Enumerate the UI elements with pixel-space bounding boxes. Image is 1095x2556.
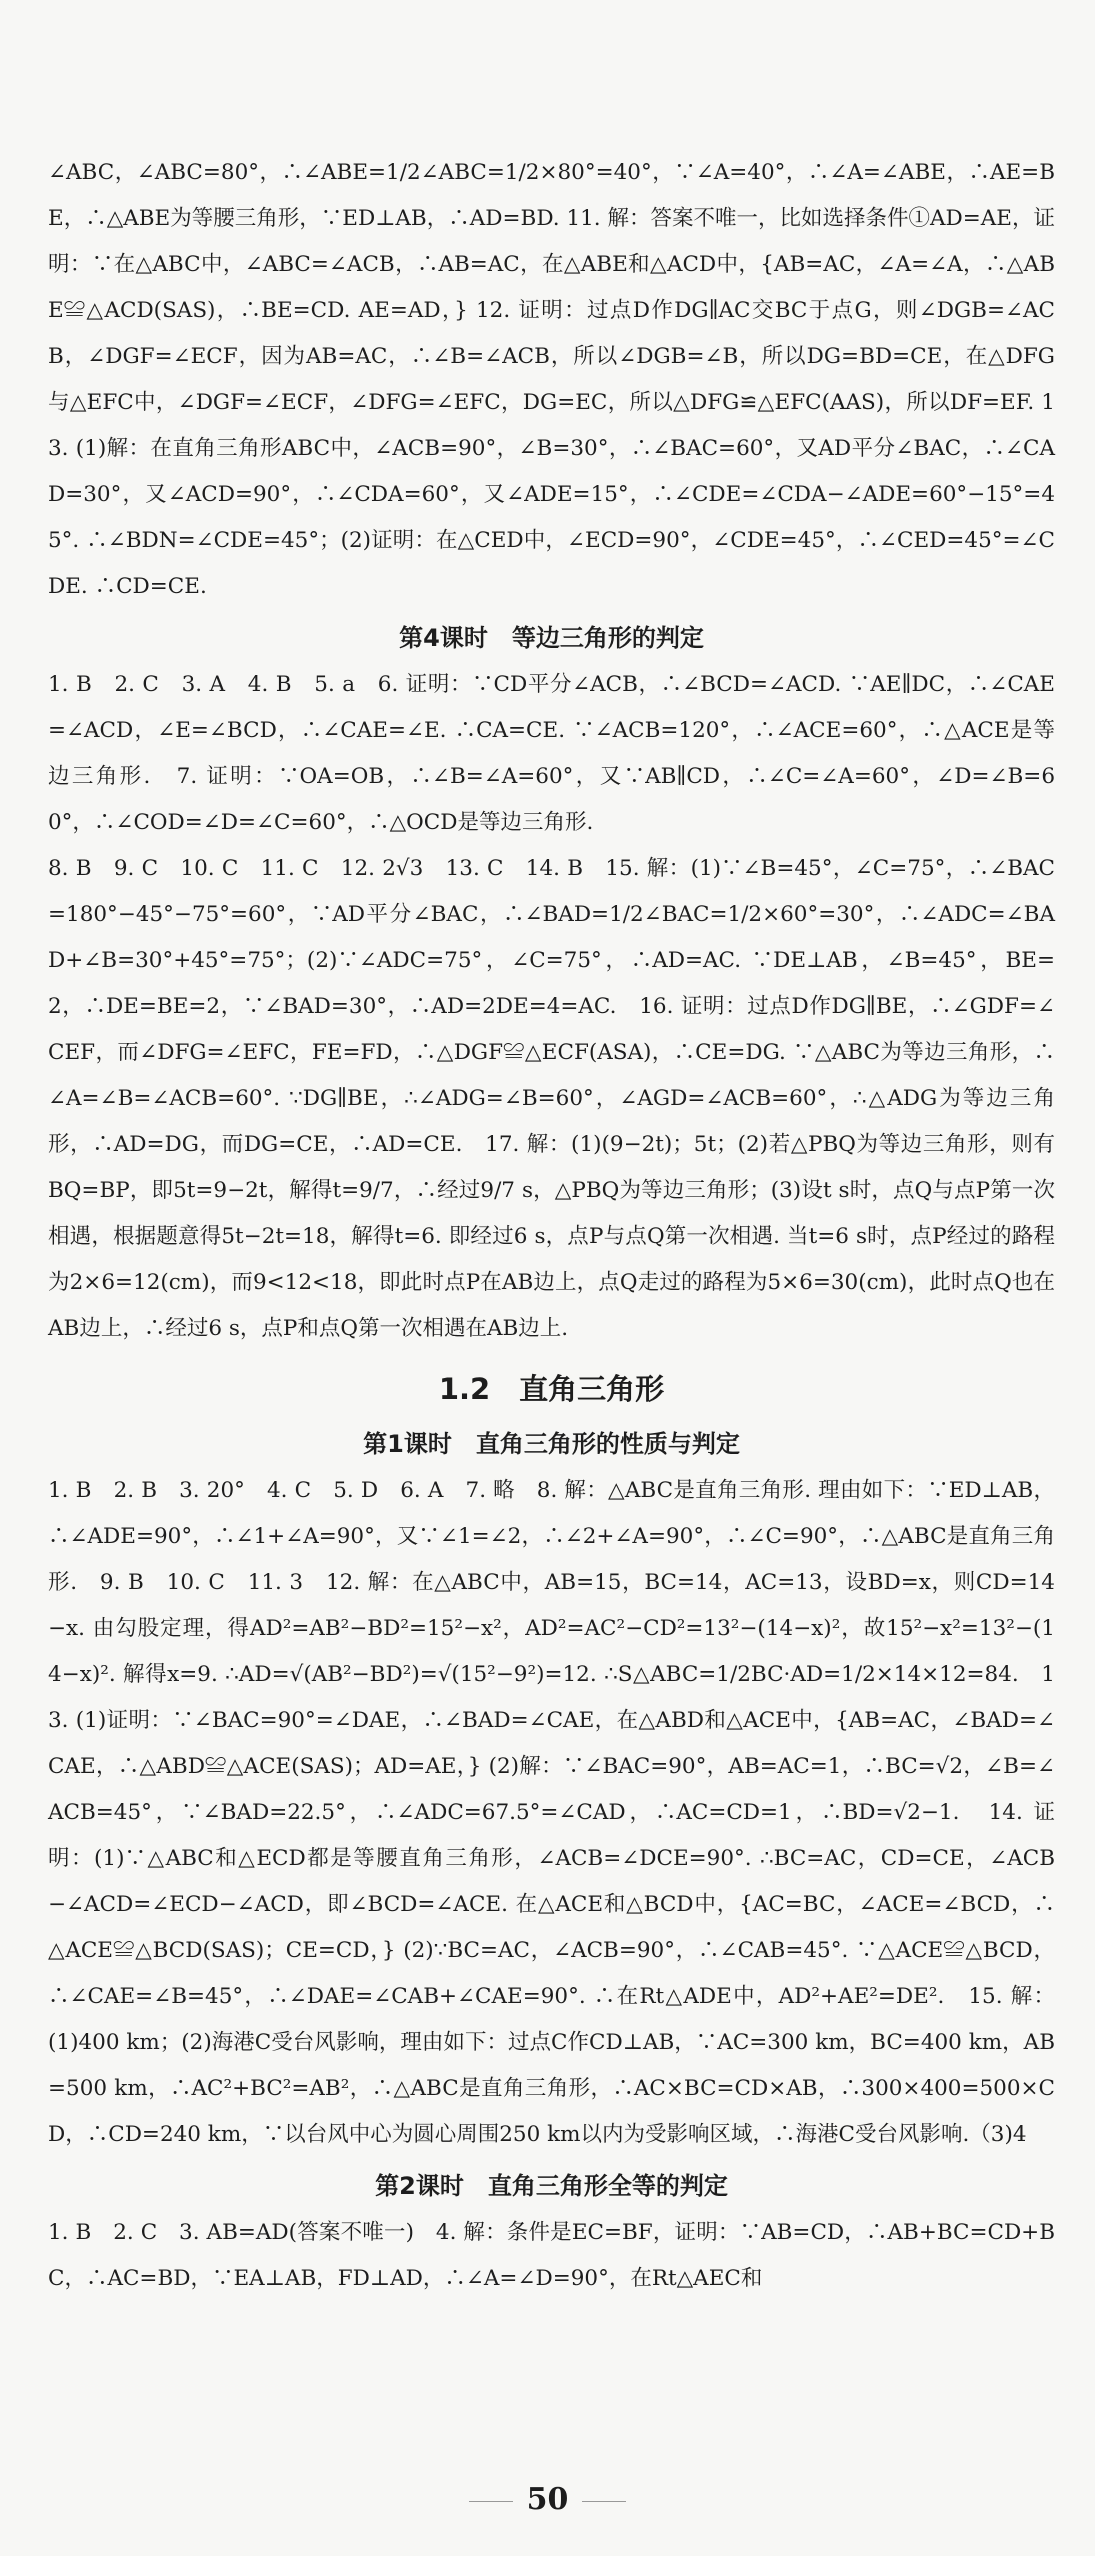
- section-title-lesson-1: 第1课时 直角三角形的性质与判定: [363, 1430, 740, 1458]
- section-title-lesson-4: 第4课时 等边三角形的判定: [399, 624, 704, 652]
- paragraph-isosceles-answers: ∠ABC，∠ABC=80°，∴∠ABE=1/2∠ABC=1/2×80°=40°，∵∠A=40°，∴∠A=∠ABE，∴AE=BE，∴△ABE为等腰三角形，∵ED⊥AB，∴AD=BD. 11. 解：答案不唯一，比如选择条件①AD=AE，证明：∵在△ABC中，∠ABC=∠ACB，∴AB=AC，在△ABE和△ACD中，{AB=AC，∠A=∠A，∴△ABE≌△ACD(SAS)，∴BE=CD. AE=AD，} 12. 证明：过点D作DG∥AC交BC于点G，则∠DGB=∠ACB，∠DGF=∠ECF，因为AB=AC，∴∠B=∠ACB，所以∠DGB=∠B，所以DG=BD=CE，在△DFG与△EFC中，∠DGF=∠ECF，∠DFG=∠EFC，DG=EC，所以△DFG≌△EFC(AAS)，所以DF=EF. 13. (1)解：在直角三角形ABC中，∠ACB=90°，∠B=30°，∴∠BAC=60°，又AD平分∠BAC，∴∠CAD=30°，又∠ACD=90°，∴∠CDA=60°，又∠ADE=15°，∴∠CDE=∠CDA−∠ADE=60°−15°=45°. ∴∠BDN=∠CDE=45°；(2)证明：在△CED中，∠ECD=90°，∠CDE=45°，∴∠CED=45°=∠CDE. ∴CD=CE.: [48, 160, 1055, 599]
- left-rule: [469, 2501, 513, 2502]
- right-rule: [582, 2501, 626, 2502]
- paragraph-lesson-4-part-2: 8. B 9. C 10. C 11. C 12. 2√3 13. C 14. B 15. 解：(1)∵∠B=45°，∠C=75°，∴∠BAC=180°−45°−75°=60°，∵AD平分∠BAC，∴∠BAD=1/2∠BAC=1/2×60°=30°，∴∠ADC=∠BAD+∠B=30°+45°=75°；(2)∵∠ADC=75°，∠C=75°，∴AD=AC. ∵DE⊥AB，∠B=45°，BE=2，∴DE=BE=2，∵∠BAD=30°，∴AD=2DE=4=AC. 16. 证明：过点D作DG∥BE，∴∠GDF=∠CEF，而∠DFG=∠EFC，FE=FD，∴△DGF≌△ECF(ASA)，∴CE=DG. ∵△ABC为等边三角形，∴∠A=∠B=∠ACB=60°. ∵DG∥BE，∴∠ADG=∠B=60°，∠AGD=∠ACB=60°，∴△ADG为等边三角形，∴AD=DG，而DG=CE，∴AD=CE. 17. 解：(1)(9−2t)；5t；(2)若△PBQ为等边三角形，则有BQ=BP，即5t=9−2t，解得t=9/7，∴经过9/7 s，△PBQ为等边三角形；(3)设t s时，点Q与点P第一次相遇，根据题意得5t−2t=18，解得t=6. 即经过6 s，点P与点Q第一次相遇. 当t=6 s时，点P经过的路程为2×6=12(cm)，而9<12<18，即此时点P在AB边上，点Q走过的路程为5×6=30(cm)，此时点Q也在AB边上，∴经过6 s，点P和点Q第一次相遇在AB边上.: [48, 856, 1055, 1341]
- page-number-text: 50: [526, 2482, 569, 2517]
- section-title-lesson-2: 第2课时 直角三角形全等的判定: [375, 2172, 728, 2200]
- chapter-title-right-triangle: 1.2 直角三角形: [438, 1372, 665, 1406]
- page-content: [48, 150, 1055, 2302]
- paragraph-lesson-1: 1. B 2. B 3. 20° 4. C 5. D 6. A 7. 略 8. 解：△ABC是直角三角形. 理由如下：∵ED⊥AB，∴∠ADE=90°，∴∠1+∠A=90°，又∵∠1=∠2，∴∠2+∠A=90°，∴∠C=90°，∴△ABC是直角三角形. 9. B 10. C 11. 3 12. 解：在△ABC中，AB=15，BC=14，AC=13，设BD=x，则CD=14−x. 由勾股定理，得AD²=AB²−BD²=15²−x²，AD²=AC²−CD²=13²−(14−x)²，故15²−x²=13²−(14−x)². 解得x=9. ∴AD=√(AB²−BD²)=√(15²−9²)=12. ∴S△ABC=1/2BC·AD=1/2×14×12=84. 13. (1)证明：∵∠BAC=90°=∠DAE，∴∠BAD=∠CAE，在△ABD和△ACE中，{AB=AC，∠BAD=∠CAE，∴△ABD≌△ACE(SAS)；AD=AE，} (2)解：∵∠BAC=90°，AB=AC=1，∴BC=√2，∠B=∠ACB=45°，∵∠BAD=22.5°，∴∠ADC=67.5°=∠CAD，∴AC=CD=1，∴BD=√2−1. 14. 证明：(1)∵△ABC和△ECD都是等腰直角三角形，∠ACB=∠DCE=90°. ∴BC=AC，CD=CE，∠ACB−∠ACD=∠ECD−∠ACD，即∠BCD=∠ACE. 在△ACE和△BCD中，{AC=BC，∠ACE=∠BCD，∴△ACE≌△BCD(SAS)；CE=CD，} (2)∵BC=AC，∠ACB=90°，∴∠CAB=45°. ∵△ACE≌△BCD，∴∠CAE=∠B=45°，∴∠DAE=∠CAB+∠CAE=90°. ∴在Rt△ADE中，AD²+AE²=DE². 15. 解：(1)400 km；(2)海港C受台风影响，理由如下：过点C作CD⊥AB，∵AC=300 km，BC=400 km，AB=500 km，∴AC²+BC²=AB²，∴△ABC是直角三角形，∴AC×BC=CD×AB，∴300×400=500×CD，∴CD=240 km，∵以台风中心为圆心周围250 km以内为受影响区域，∴海港C受台风影响.（3)4: [48, 1478, 1055, 2147]
- page-number: [0, 2482, 1095, 2517]
- paragraph-lesson-2: 1. B 2. C 3. AB=AD(答案不唯一) 4. 解：条件是EC=BF，证明：∵AB=CD，∴AB+BC=CD+BC，∴AC=BD，∵EA⊥AB，FD⊥AD，∴∠A=∠D=90°，在Rt△AEC和: [48, 2220, 1055, 2291]
- paragraph-lesson-4-part-1: 1. B 2. C 3. A 4. B 5. a 6. 证明：∵CD平分∠ACB，∴∠BCD=∠ACD. ∵AE∥DC，∴∠CAE=∠ACD，∠E=∠BCD，∴∠CAE=∠E. ∴CA=CE. ∵∠ACB=120°，∴∠ACE=60°，∴△ACE是等边三角形. 7. 证明：∵OA=OB，∴∠B=∠A=60°，又∵AB∥CD，∴∠C=∠A=60°，∠D=∠B=60°，∴∠COD=∠D=∠C=60°，∴△OCD是等边三角形.: [48, 672, 1055, 835]
